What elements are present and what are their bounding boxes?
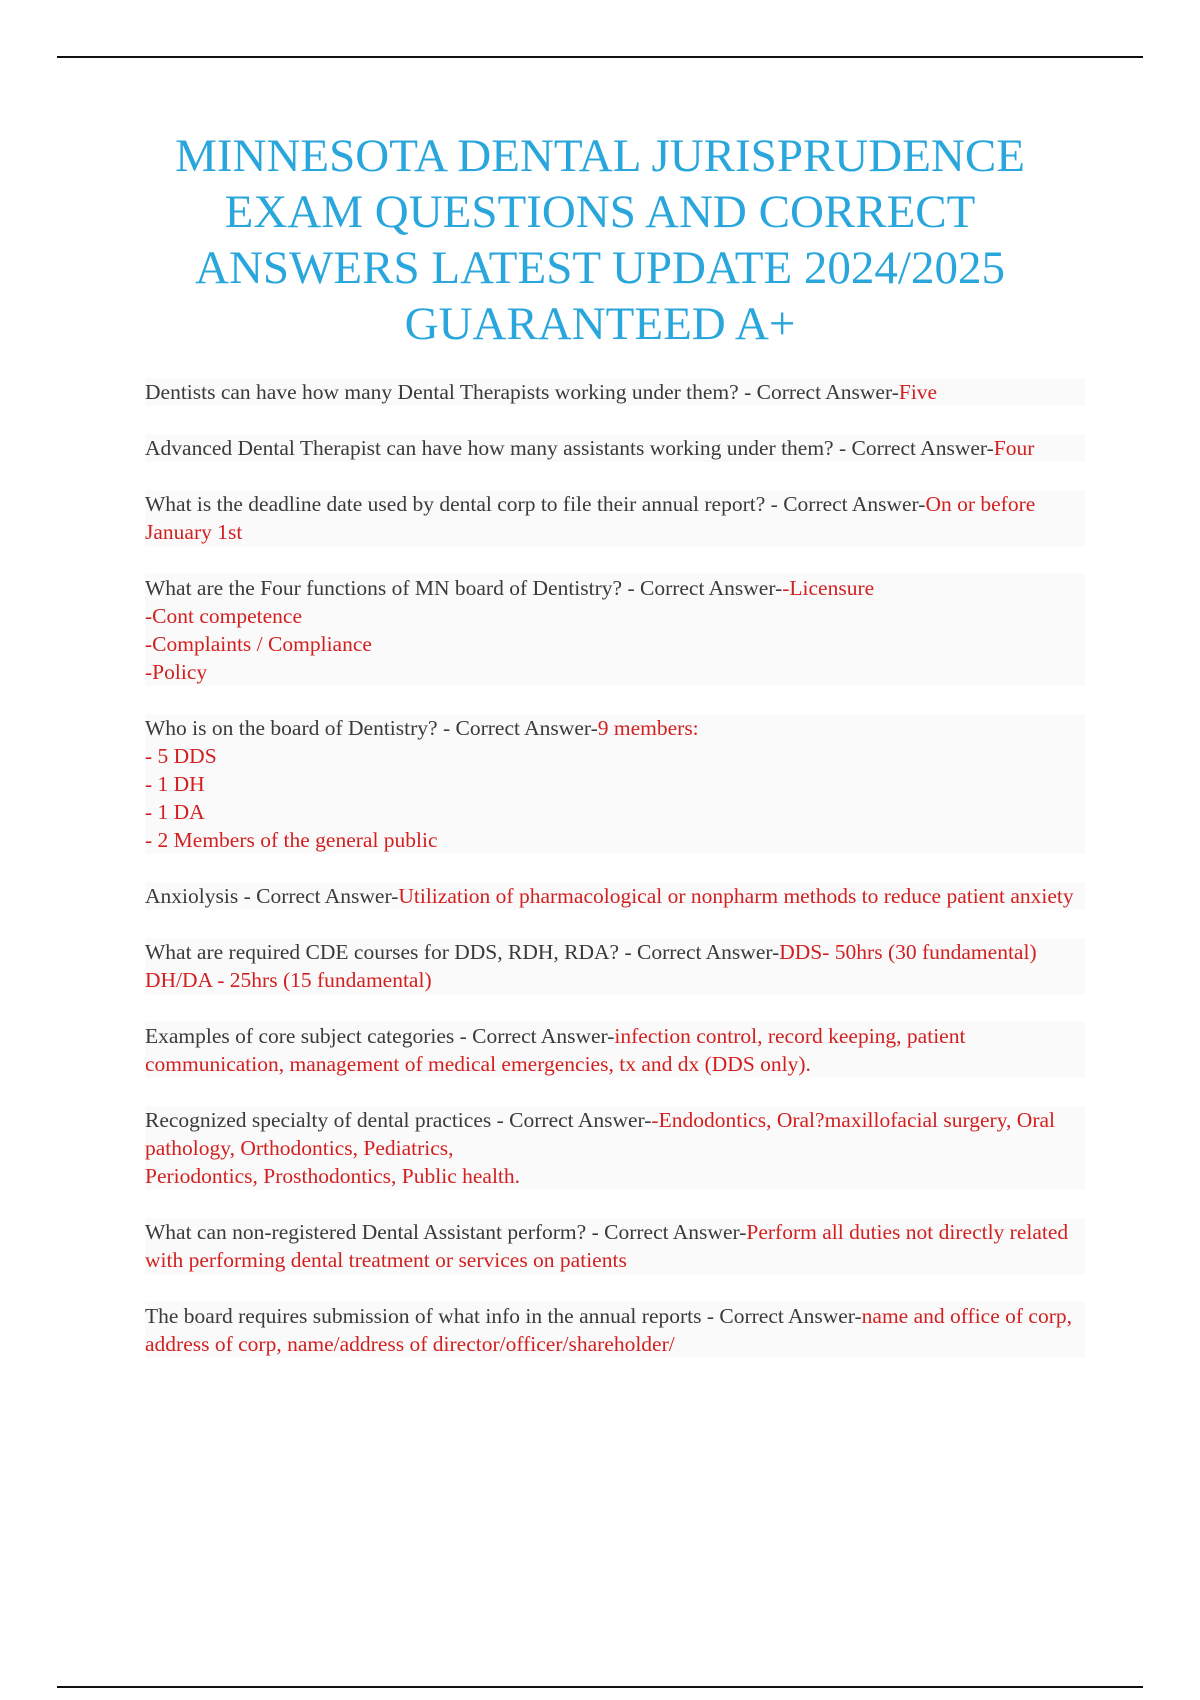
answer-line: DH/DA - 25hrs (15 fundamental) [145,968,432,992]
answer-prefix: - Correct Answer- [622,576,783,600]
question-text: Examples of core subject categories [145,1024,455,1048]
title-line: ANSWERS LATEST UPDATE 2024/2025 [195,242,1005,294]
qa-item [145,434,1085,462]
answer-prefix: - Correct Answer- [738,380,899,404]
answer-prefix: - Correct Answer- [833,436,994,460]
title-line: MINNESOTA DENTAL JURISPRUDENCE [175,130,1025,182]
question-text: What can non-registered Dental Assistant perform? [145,1220,587,1244]
question-text: Who is on the board of Dentistry? [145,716,438,740]
qa-list [145,378,1085,1386]
qa-item [145,1218,1085,1274]
qa-item [145,882,1085,910]
qa-item [145,1022,1085,1078]
question-text: The board requires submission of what info in the annual reports [145,1304,702,1328]
qa-item [145,1106,1085,1190]
top-rule [57,56,1143,58]
document-title [120,128,1080,352]
question-text: Anxiolysis [145,884,239,908]
answer-text: Utilization of pharmacological or nonpharm methods to reduce patient anxiety [398,884,1074,908]
qa-item [145,1302,1085,1358]
answer-prefix: - Correct Answer- [437,716,598,740]
answer-text: -Licensure [782,576,875,600]
answer-text: DDS- 50hrs (30 fundamental) [779,940,1037,964]
question-text: What is the deadline date used by dental corp to file their annual report? [145,492,766,516]
qa-item [145,490,1085,546]
answer-text: -Endodontics, Oral?maxillofacial surgery, Oral pathology, Orthodontics, Pediatrics, [145,1108,1056,1160]
answer-line: Periodontics, Prosthodontics, Public health. [145,1164,521,1188]
title-line: GUARANTEED A+ [404,298,796,350]
answer-line: -Policy [145,660,208,684]
answer-prefix: - Correct Answer- [238,884,399,908]
answer-text: name and office of corp, address of corp, name/address of director/officer/shareholder/ [145,1304,1072,1356]
title-line: EXAM QUESTIONS AND CORRECT [224,186,976,238]
qa-item [145,574,1085,686]
answer-prefix: - Correct Answer- [586,1220,747,1244]
answer-text: infection control, record keeping, patient communication, management of medical emergencies, tx and dx (DDS only). [145,1024,966,1076]
answer-line: - 1 DH [145,772,205,796]
answer-text: 9 members: [597,716,699,740]
answer-line: -Complaints / Compliance [145,632,372,656]
answer-prefix: - Correct Answer- [701,1304,862,1328]
answer-text: Four [993,436,1035,460]
answer-text: On or before January 1st [145,492,1036,544]
answer-text: Five [898,380,938,404]
question-text: What are required CDE courses for DDS, RDH, RDA? [145,940,620,964]
answer-prefix: - Correct Answer- [454,1024,615,1048]
answer-prefix: - Correct Answer- [765,492,926,516]
bottom-rule [57,1686,1143,1688]
question-text: Dentists can have how many Dental Therapists working under them? [145,380,739,404]
answer-prefix: - Correct Answer- [619,940,780,964]
question-text: Advanced Dental Therapist can have how many assistants working under them? [145,436,834,460]
qa-item [145,714,1085,854]
answer-prefix: - Correct Answer- [491,1108,652,1132]
answer-line: - 2 Members of the general public [145,828,438,852]
answer-text: Perform all duties not directly related with performing dental treatment or services on patients [145,1220,1069,1272]
qa-item [145,938,1085,994]
answer-line: - 5 DDS [145,744,217,768]
qa-item [145,378,1085,406]
answer-line: -Cont competence [145,604,303,628]
answer-line: - 1 DA [145,800,205,824]
question-text: Recognized specialty of dental practices [145,1108,492,1132]
question-text: What are the Four functions of MN board of Dentistry? [145,576,623,600]
